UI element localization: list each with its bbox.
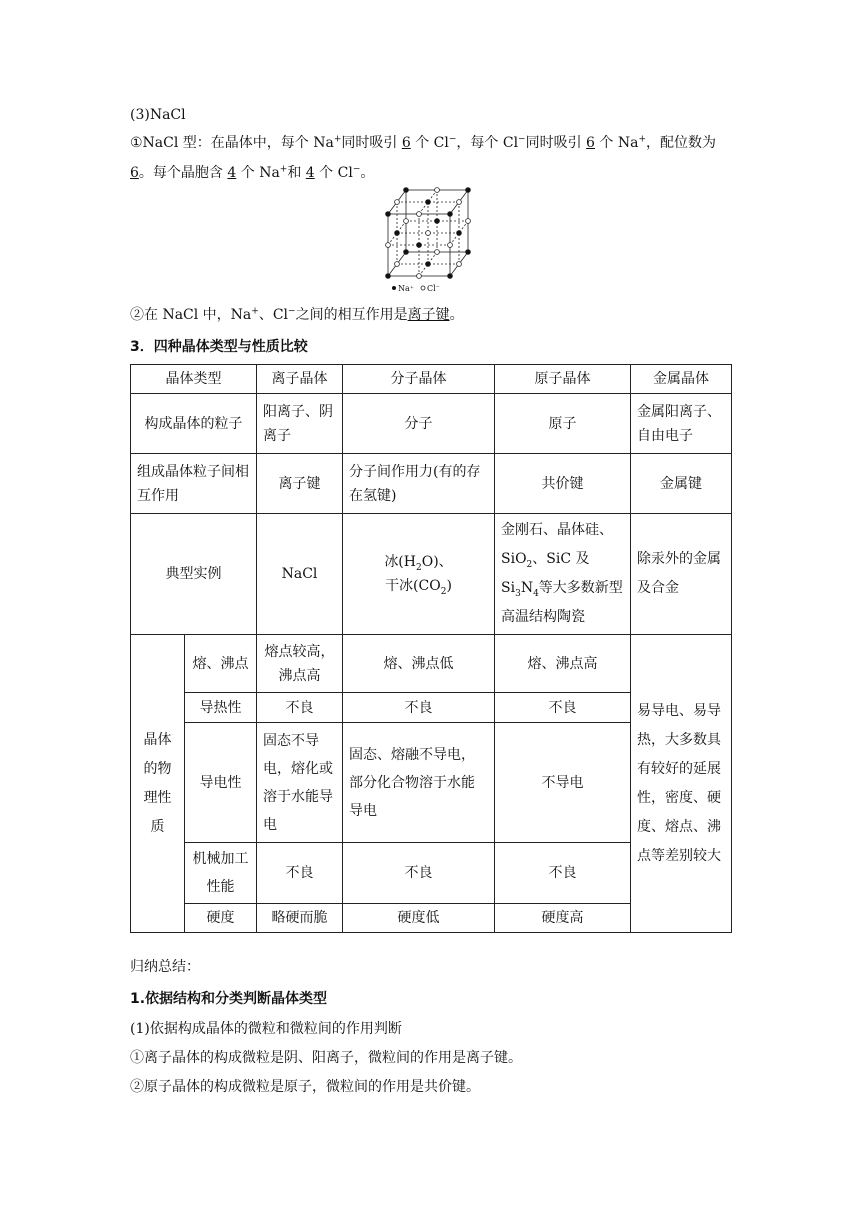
table-cell: 晶体类型 <box>131 365 257 394</box>
table-cell: 不良 <box>495 693 631 723</box>
answer-blank: 6 <box>586 135 595 151</box>
table-cell: 金属键 <box>631 454 732 514</box>
nacl-interaction: ②在 NaCl 中，Na+、Cl−之间的相互作用是离子键。 <box>130 306 464 323</box>
table-row <box>131 394 732 454</box>
table-cell: 除汞外的金属及合金 <box>631 514 732 635</box>
cl-legend-dot <box>421 286 425 290</box>
table-cell: 易导电、易导热，大多数具有较好的延展性，密度、硬度、熔点、沸点等差别较大 <box>631 635 732 933</box>
table-cell: 硬度高 <box>495 904 631 933</box>
table-row <box>131 514 732 635</box>
table-cell: 不良 <box>257 693 343 723</box>
nacl-unit-cell-diagram <box>380 186 480 296</box>
table-cell: 共价键 <box>495 454 631 514</box>
table-cell: 构成晶体的粒子 <box>131 394 257 454</box>
table-cell: NaCl <box>257 514 343 635</box>
section-label: (3)NaCl <box>130 107 186 123</box>
summary-item: ②原子晶体的构成微粒是原子，微粒间的作用是共价键。 <box>130 1079 480 1095</box>
table-cell: 分子 <box>343 394 495 454</box>
table-cell: 熔、沸点 <box>185 635 257 693</box>
table-row <box>131 635 732 693</box>
table-cell: 离子键 <box>257 454 343 514</box>
table-cell: 晶体的物理性质 <box>131 635 185 933</box>
nacl-description: ①NaCl 型：在晶体中，每个 Na+同时吸引 6 个 Cl−，每个 Cl−同时吸引 6 个 Na+，配位数为 6。每个晶胞含 4 个 Na+和 4 个 Cl−。 <box>130 134 717 181</box>
table-cell: 不良 <box>343 843 495 904</box>
summary-subheading: (1)依据构成晶体的微粒和微粒间的作用判断 <box>130 1021 402 1037</box>
table-cell: 硬度 <box>185 904 257 933</box>
nacl-crystal-figure <box>380 186 480 296</box>
table-cell: 原子晶体 <box>495 365 631 394</box>
table-cell: 固态不导电，熔化或溶于水能导电 <box>257 723 343 843</box>
answer-blank: 6 <box>401 135 411 151</box>
table-cell: 固态、熔融不导电，部分化合物溶于水能导电 <box>343 723 495 843</box>
legend-na: Na⁺ <box>398 284 414 293</box>
table-cell: 原子 <box>495 394 631 454</box>
table-cell: 离子晶体 <box>257 365 343 394</box>
answer-blank: 6 <box>130 165 139 181</box>
crystal-comparison-table <box>130 364 732 933</box>
summary-heading: 1.依据结构和分类判断晶体类型 <box>130 991 328 1007</box>
summary-item: ①离子晶体的构成微粒是阴、阳离子，微粒间的作用是离子键。 <box>130 1050 522 1066</box>
table-cell: 机械加工性能 <box>185 843 257 904</box>
table-cell: 略硬而脆 <box>257 904 343 933</box>
answer-blank: 离子键 <box>407 307 450 323</box>
na-legend-dot <box>392 286 396 290</box>
table-cell: 金刚石、晶体硅、SiO$_2$、SiC 及 $Si_3N_4$等大多数新型高温结构陶瓷 <box>495 514 631 635</box>
section-heading: 3．四种晶体类型与性质比较 <box>130 339 308 355</box>
table-cell: 熔、沸点高 <box>495 635 631 693</box>
table-cell: 组成晶体粒子间相互作用 <box>131 454 257 514</box>
legend-cl: Cl⁻ <box>427 284 440 293</box>
table-row <box>131 454 732 514</box>
table-cell: 冰$(H_2O)$、 干冰$(CO_2)$ <box>343 514 495 635</box>
table-cell: 硬度低 <box>343 904 495 933</box>
answer-blank: 4 <box>227 165 237 181</box>
table-cell: 分子晶体 <box>343 365 495 394</box>
table-cell: 导热性 <box>185 693 257 723</box>
summary-label: 归纳总结： <box>130 959 200 975</box>
table-header-row <box>131 365 732 394</box>
table-cell: 金属阳离子、自由电子 <box>631 394 732 454</box>
table-cell: 熔点较高，沸点高 <box>257 635 343 693</box>
answer-blank: 4 <box>305 165 315 181</box>
table-cell: 导电性 <box>185 723 257 843</box>
table-cell: 不良 <box>343 693 495 723</box>
table-cell: 阳离子、阴离子 <box>257 394 343 454</box>
table-cell: 金属晶体 <box>631 365 732 394</box>
table-cell: 分子间作用力(有的存在氢键) <box>343 454 495 514</box>
table-cell: 不良 <box>495 843 631 904</box>
table-cell: 熔、沸点低 <box>343 635 495 693</box>
table-cell: 不导电 <box>495 723 631 843</box>
table-cell: 典型实例 <box>131 514 257 635</box>
table-cell: 不良 <box>257 843 343 904</box>
